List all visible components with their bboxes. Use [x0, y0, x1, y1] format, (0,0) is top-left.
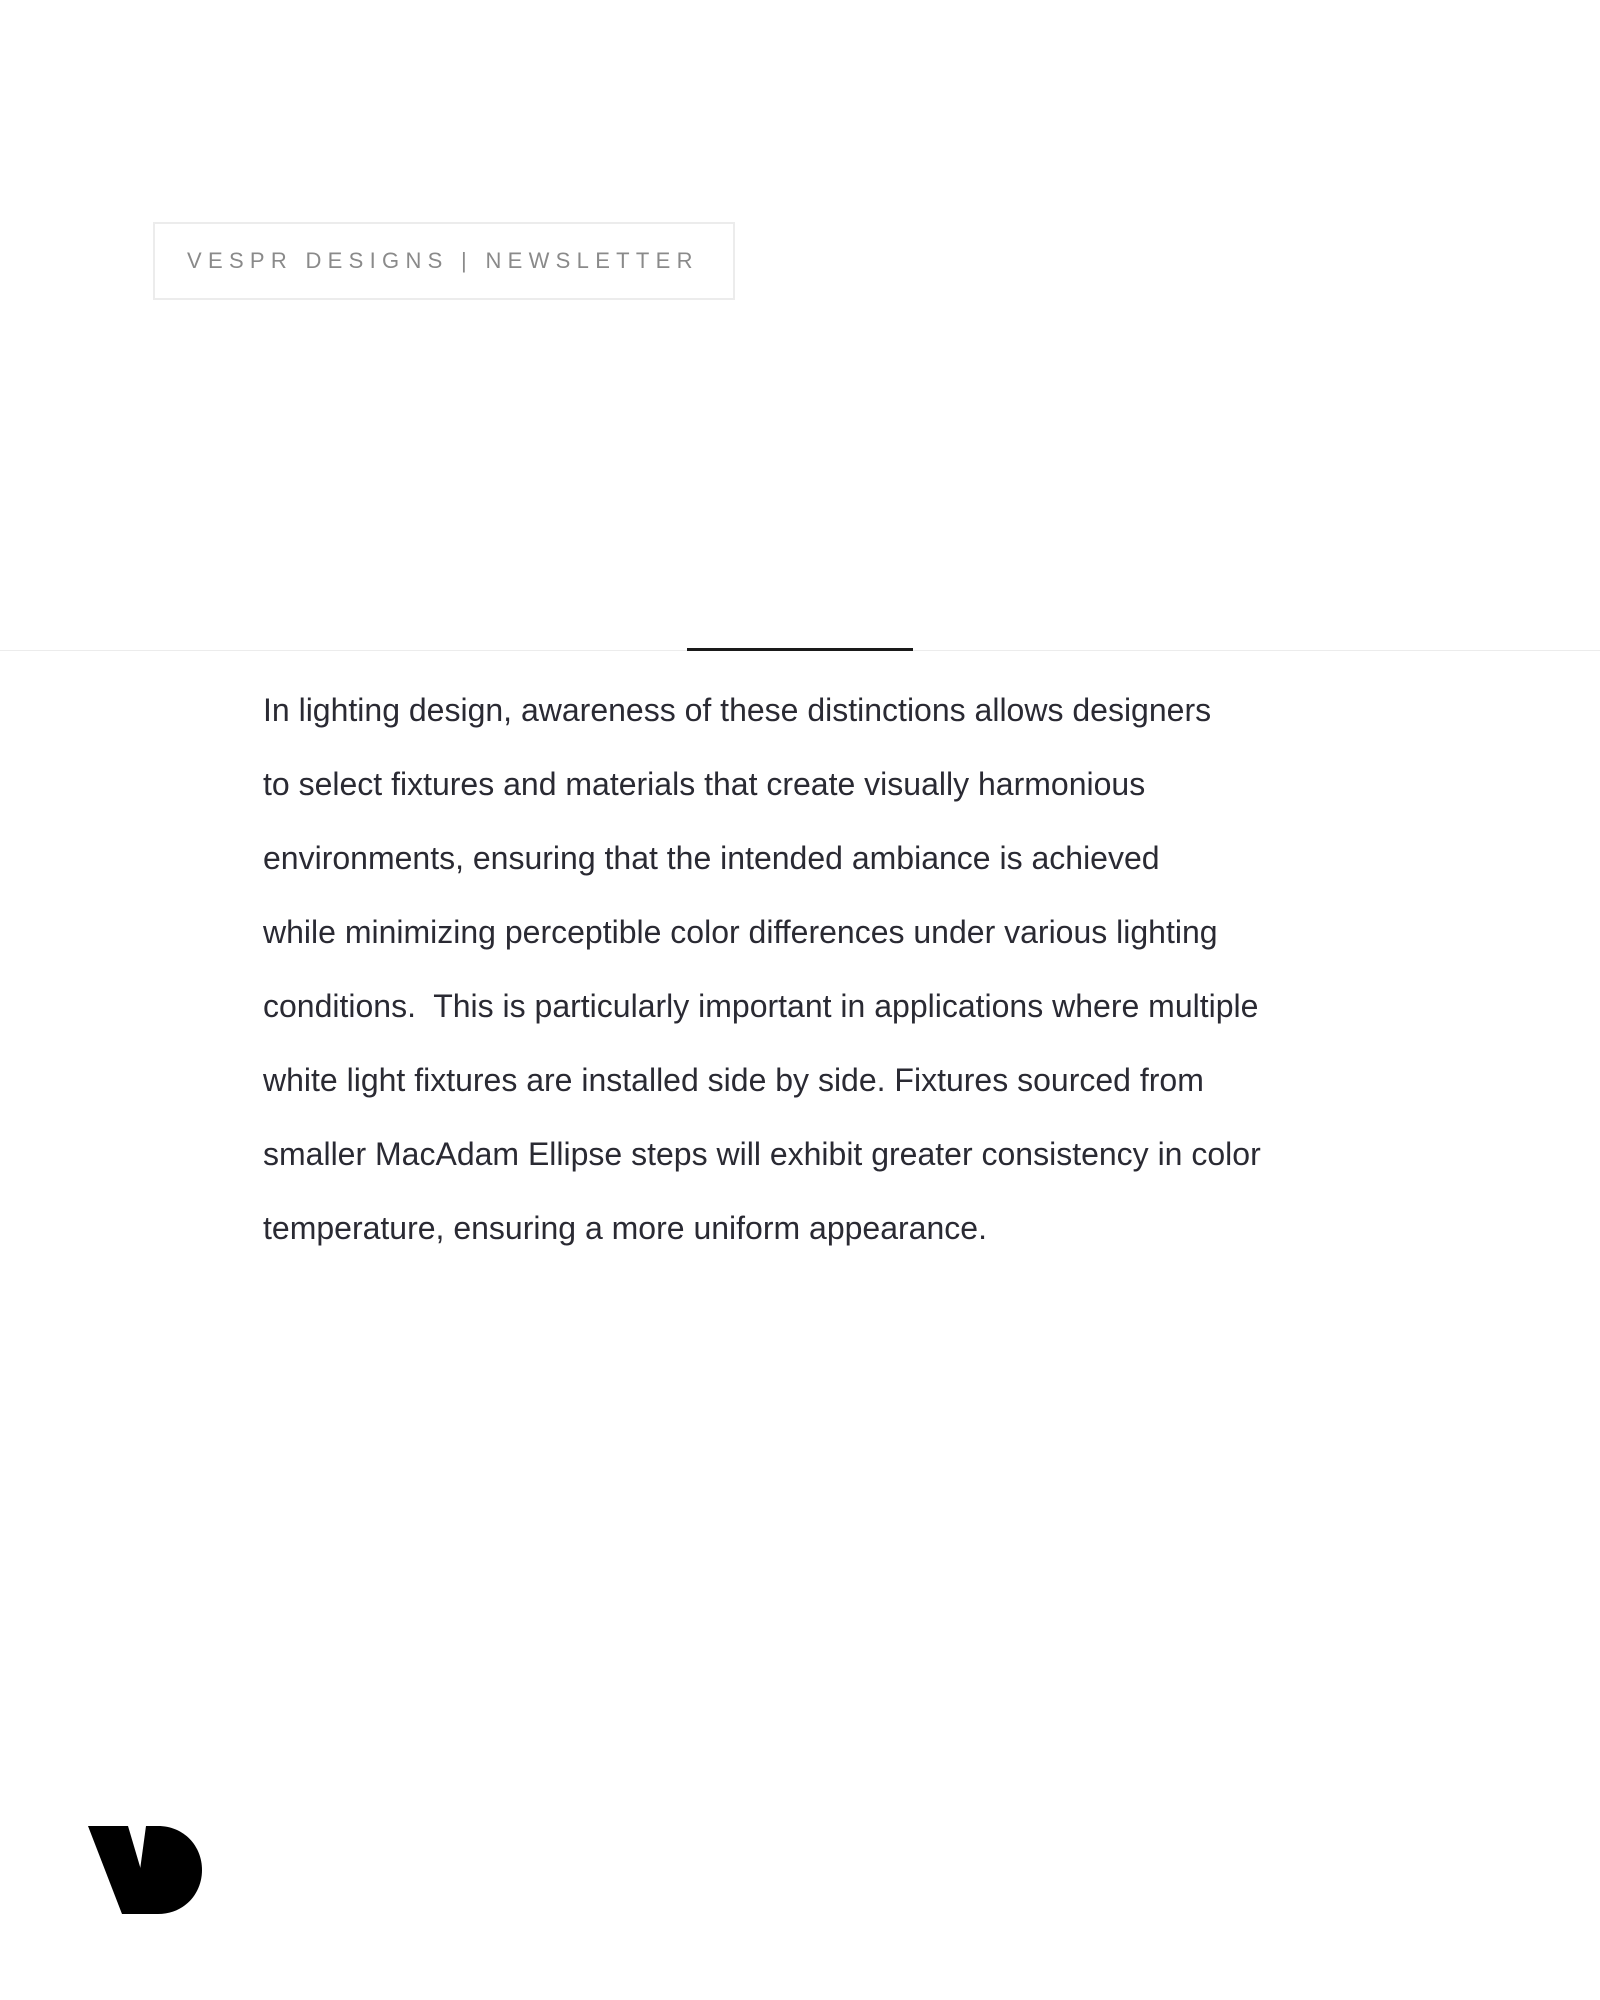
article-line: temperature, ensuring a more uniform appearance. [263, 1210, 987, 1246]
article-line: environments, ensuring that the intended ambiance is achieved [263, 840, 1160, 876]
newsletter-header-text: VESPR DESIGNS | NEWSLETTER [187, 248, 699, 273]
section-divider-accent [687, 648, 913, 651]
article-line: white light fixtures are installed side by side. Fixtures sourced from [263, 1062, 1204, 1098]
logo-d-shape [134, 1826, 202, 1914]
article-line: to select fixtures and materials that create visually harmonious [263, 766, 1146, 802]
newsletter-header-badge [153, 222, 735, 300]
vespr-logo-icon [88, 1826, 202, 1914]
article-line: conditions. This is particularly important in applications where multiple [263, 988, 1259, 1024]
article-line: smaller MacAdam Ellipse steps will exhibit greater consistency in color [263, 1136, 1261, 1172]
article-line: In lighting design, awareness of these distinctions allows designers [263, 692, 1212, 728]
article-body [263, 673, 1443, 1265]
article-line: while minimizing perceptible color differences under various lighting [263, 914, 1218, 950]
